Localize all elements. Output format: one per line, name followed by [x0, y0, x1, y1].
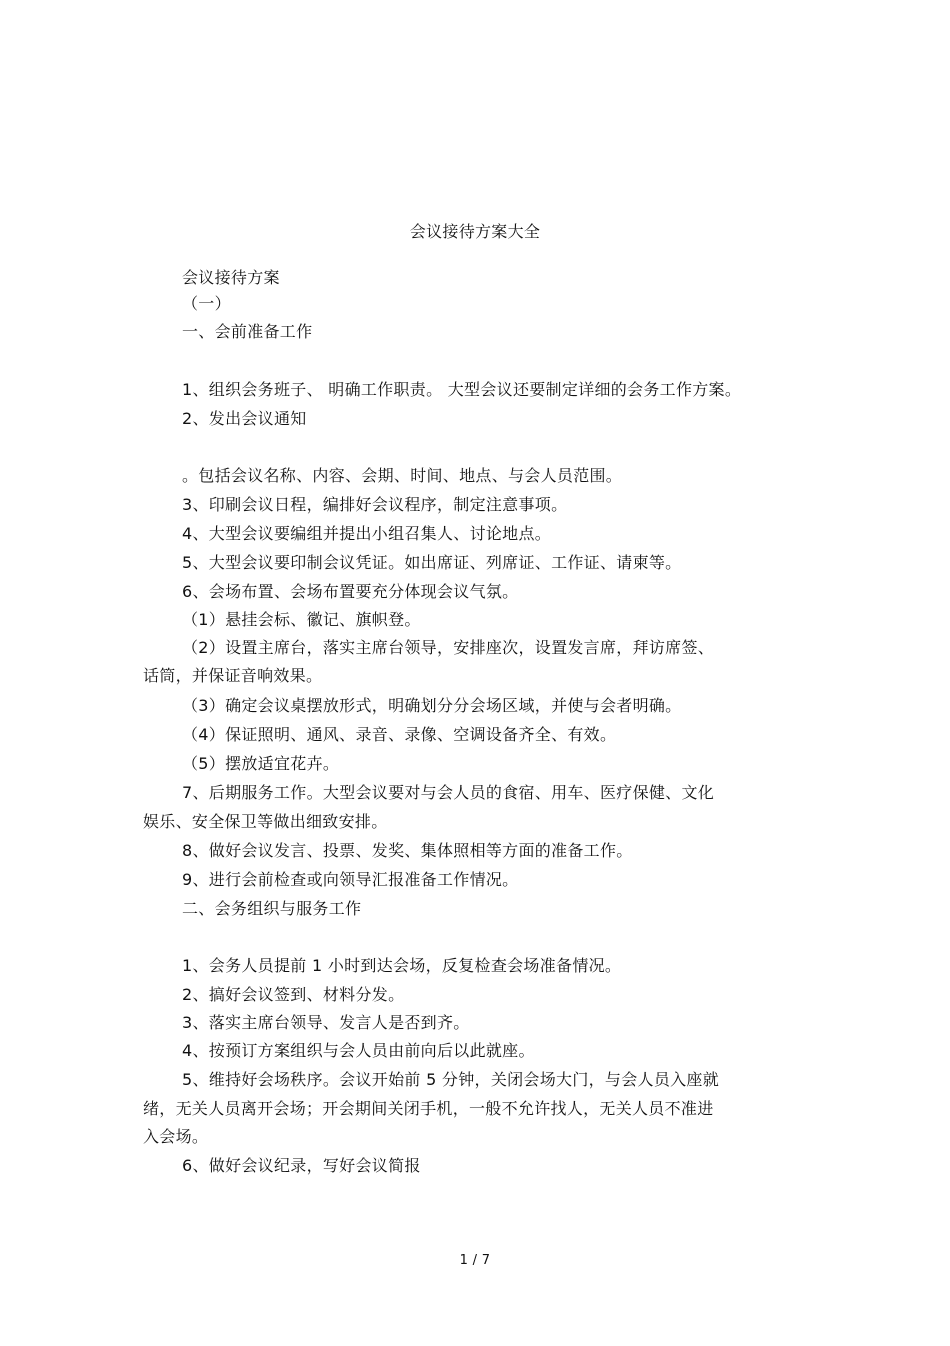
section-heading: 二、会务组织与服务工作 — [182, 899, 362, 918]
document-title: 会议接待方案大全 — [409, 222, 541, 241]
list-item: 2、搞好会议签到、材料分发。 — [182, 985, 405, 1004]
sub-item: （4）保证照明、通风、录音、录像、空调设备齐全、有效。 — [182, 725, 617, 744]
list-item: 3、印刷会议日程，编排好会议程序，制定注意事项。 — [182, 495, 568, 514]
list-item: 6、做好会议纪录，写好会议简报 — [182, 1156, 421, 1175]
list-item: 5、维持好会场秩序。会议开始前 5 分钟，关闭会场大门，与会人员入座就 — [182, 1070, 720, 1089]
sub-item: （5）摆放适宜花卉。 — [182, 754, 340, 773]
list-item: 1、组织会务班子、 明确工作职责。 大型会议还要制定详细的会务工作方案。 — [182, 380, 742, 399]
list-item: 2、发出会议通知 — [182, 409, 307, 428]
document-subtitle: 会议接待方案 — [182, 268, 280, 287]
list-item: 1、会务人员提前 1 小时到达会场，反复检查会场准备情况。 — [182, 956, 622, 975]
list-item: 3、落实主席台领导、发言人是否到齐。 — [182, 1013, 470, 1032]
page-indicator: 1 / 7 — [459, 1253, 491, 1268]
section-heading: 一、会前准备工作 — [182, 322, 313, 341]
sub-item: （3）确定会议桌摆放形式，明确划分分会场区域，并使与会者明确。 — [182, 696, 682, 715]
list-item-detail: 。包括会议名称、内容、会期、时间、地点、与会人员范围。 — [182, 466, 623, 485]
sub-item: （1）悬挂会标、徽记、旗帜登。 — [182, 610, 421, 629]
list-item-continuation: 入会场。 — [143, 1127, 209, 1146]
list-item-continuation: 娱乐、安全保卫等做出细致安排。 — [143, 812, 388, 831]
list-item: 5、大型会议要印制会议凭证。如出席证、列席证、工作证、请柬等。 — [182, 553, 682, 572]
sub-item: （2）设置主席台，落实主席台领导，安排座次，设置发言席，拜访席签、 — [182, 638, 715, 657]
sub-item-continuation: 话筒，并保证音响效果。 — [143, 666, 323, 685]
list-item: 8、做好会议发言、投票、发奖、集体照相等方面的准备工作。 — [182, 841, 633, 860]
list-item: 4、按预订方案组织与会人员由前向后以此就座。 — [182, 1041, 535, 1060]
part-label: （一） — [182, 294, 231, 313]
list-item-continuation: 绪，无关人员离开会场；开会期间关闭手机，一般不允许找人，无关人员不准进 — [143, 1099, 714, 1118]
list-item: 7、后期服务工作。大型会议要对与会人员的食宿、用车、医疗保健、文化 — [182, 783, 715, 802]
list-item: 9、进行会前检查或向领导汇报准备工作情况。 — [182, 870, 519, 889]
list-item: 6、会场布置、会场布置要充分体现会议气氛。 — [182, 582, 519, 601]
list-item: 4、大型会议要编组并提出小组召集人、讨论地点。 — [182, 524, 552, 543]
